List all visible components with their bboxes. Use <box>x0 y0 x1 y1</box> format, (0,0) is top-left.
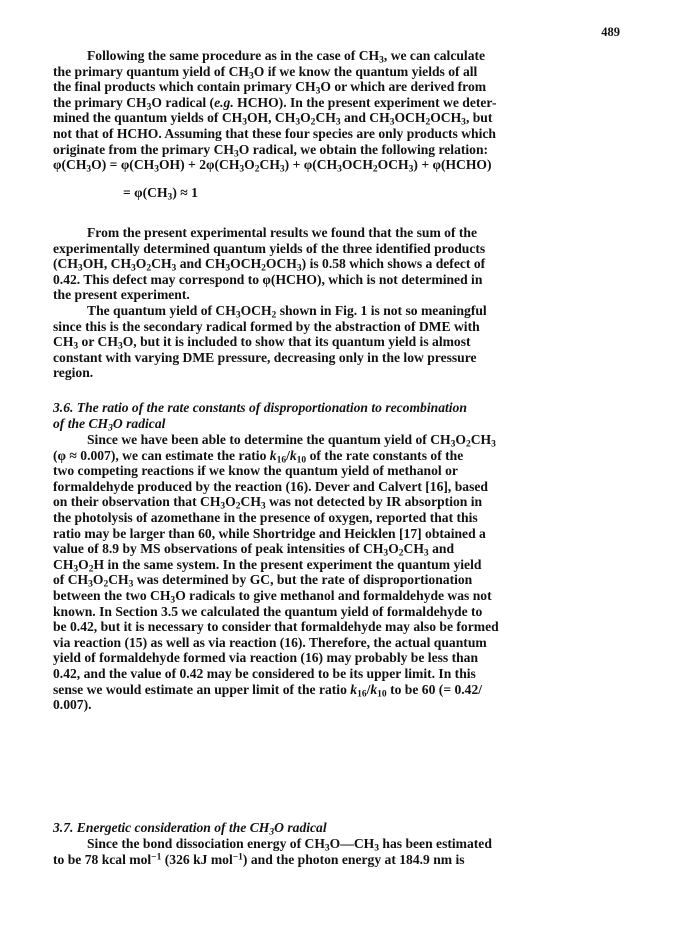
text-line: sense we would estimate an upper limit of the ratio $k_{16}/k_{10}$ to be 60 (= 0.42/ <box>53 681 483 699</box>
text-line: 0.007). <box>53 697 92 713</box>
paragraph-bond-energy <box>53 836 627 867</box>
text-line: between the two $CH_3O$ radicals to give methanol and formaldehyde was not <box>53 587 492 606</box>
text-line: be 0.42, but it is necessary to consider that formaldehyde may also be formed <box>53 619 499 635</box>
text-line: yield of formaldehyde formed via reaction (16) may probably be less than <box>53 650 479 666</box>
text-line: $CH_3O_2H$ in the same system. In the present experiment the quantum yield <box>53 556 482 575</box>
text-line: mined the quantum yields of $CH_3OH$, $CH_3O_2CH_3$ and $CH_3OCH_2OCH_3$, but <box>53 110 493 128</box>
text-line: via reaction (15) as well as via reaction (16). Therefore, the actual quantum <box>53 634 487 650</box>
section-heading-3-6 <box>53 400 627 431</box>
equation-quantum-yield-sum: $\varphi(CH_3O) = \varphi(CH_3OH) + 2\varphi(CH_3O_2CH_3) + \varphi(CH_3OCH_2OCH_3)$ + φ(HCHO) <box>53 157 492 175</box>
text-line: the present experiment. <box>53 287 190 303</box>
text-line: known. In Section 3.5 we calculated the quantum yield of formaldehyde to <box>53 603 483 619</box>
text-line: 3.6. The ratio of the rate constants of disproportionation to recombination <box>53 400 467 415</box>
text-line: Since the bond dissociation energy of $CH_3O—CH_3$ has been estimated <box>87 836 492 854</box>
text-line: of $CH_3O_2CH_3$ was determined by GC, but the rate of disproportionation <box>53 572 473 590</box>
text-line: the primary quantum yield of $CH_3O$ if we know the quantum yields of all <box>53 63 478 81</box>
text-line: since this is the secondary radical formed by the abstraction of DME with <box>53 318 480 334</box>
text-line: two competing reactions if we know the quantum yield of methanol or <box>53 463 458 479</box>
text-line: experimentally determined quantum yields of the three identified products <box>53 240 486 256</box>
text-line: the primary $CH_3O$ radical (e.g. HCHO). In the present experiment we deter- <box>53 94 497 113</box>
text-line: the final products which contain primary $CH_3O$ or which are derived from <box>53 79 487 97</box>
text-line: constant with varying DME pressure, decreasing only in the low pressure <box>53 349 477 365</box>
page-number: 489 <box>601 25 620 39</box>
section-heading-3-7 <box>53 820 627 836</box>
text-line: 3.7. Energetic consideration of the $CH_3O$ radical <box>53 820 327 838</box>
text-line: Since we have been able to determine the quantum yield of $CH_3O_2CH_3$ <box>87 432 496 450</box>
text-line: 0.42. This defect may correspond to φ(HCHO), which is not determined in <box>53 271 483 287</box>
text-line: ($CH_3OH$, $CH_3O_2CH_3$ and $CH_3OCH_2OCH_3$) is 0.58 which shows a defect of <box>53 256 486 274</box>
text-line: not that of HCHO. Assuming that these four species are only products which <box>53 125 496 141</box>
paragraph-rate-constant-ratio <box>53 432 627 713</box>
text-line: region. <box>53 365 94 381</box>
text-line: Following the same procedure as in the case of $CH_3$, we can calculate <box>87 48 486 66</box>
text-line: of the $CH_3O$ radical <box>53 415 166 433</box>
text-line: From the present experimental results we found that the sum of the <box>87 225 478 240</box>
text-line: 0.42, and the value of 0.42 may be considered to be its upper limit. In this <box>53 665 476 681</box>
text-line: on their observation that $CH_3O_2CH_3$ was not detected by IR absorption in <box>53 494 483 512</box>
paragraph-ch3och2-yield <box>53 303 627 381</box>
text-line: $CH_3$ or $CH_3O$, but it is included to show that its quantum yield is almost <box>53 334 471 352</box>
text-line: value of 8.9 by MS observations of peak intensities of $CH_3O_2CH_3$ and <box>53 541 455 559</box>
text-line: the photolysis of azomethane in the presence of oxygen, reported that this <box>53 509 478 525</box>
text-line: originate from the primary $CH_3O$ radical, we obtain the following relation: <box>53 141 489 159</box>
text-line: The quantum yield of $CH_3OCH_2$ shown in Fig. 1 is not so meaningful <box>87 303 487 321</box>
text-line: formaldehyde produced by the reaction (16). Dever and Calvert [16], based <box>53 478 488 494</box>
paragraph-defect <box>53 225 627 303</box>
text-line: (φ ≈ 0.007), we can estimate the ratio $k_{16}/k_{10}$ of the rate constants of the <box>53 447 464 465</box>
equation-quantum-yield-total: = $\varphi(CH_3) \approx 1$ <box>123 185 198 203</box>
text-line: ratio may be larger than 60, while Shortridge and Heicklen [17] obtained a <box>53 525 486 541</box>
text-line: to be 78 kcal mol$^{-1}$ (326 kJ mol$^{-1}$) and the photon energy at 184.9 nm is <box>53 851 465 867</box>
paragraph-product-yields <box>53 48 627 157</box>
